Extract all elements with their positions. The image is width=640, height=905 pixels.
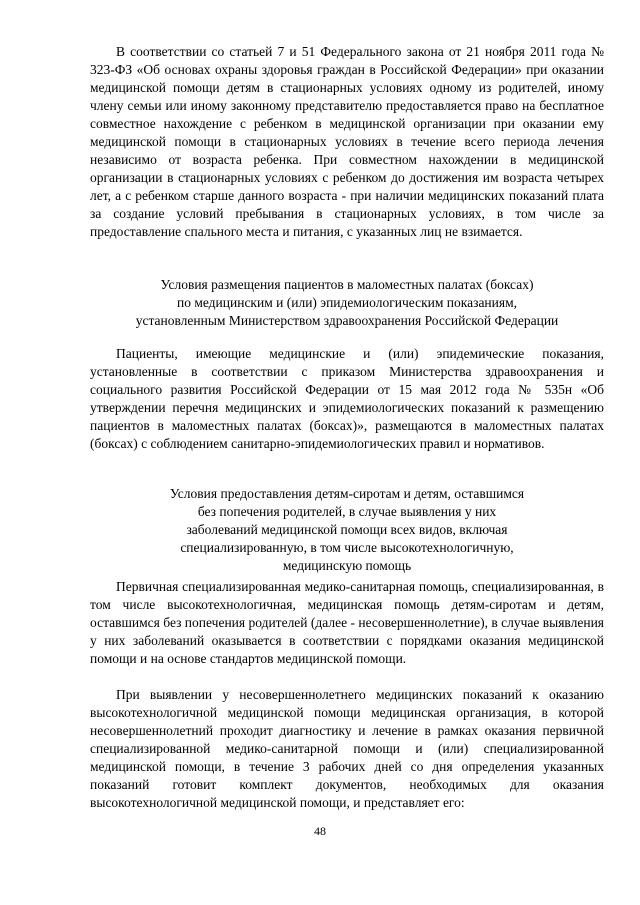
heading-line: установленным Министерством здравоохранения Российской Федерации	[135, 313, 559, 328]
heading-line: медицинскую помощь	[282, 558, 412, 573]
heading-line: без попечения родителей, в случае выявления у них	[197, 504, 497, 519]
heading-small-wards	[90, 276, 604, 330]
paragraph-primary-care: Первичная специализированная медико-санитарная помощь, специализированная, в том числе высокотехнологичная, медицинская помощь детям-сиротам и детям, оставшимся без попечения родителей (далее - несовершеннолетние), в случае выявления у них заболеваний оказывается в соответствии с порядками оказания медицинской помощи и на основе стандартов медицинской помощи.	[90, 579, 605, 666]
heading-orphans-care	[90, 485, 604, 575]
heading-line: Условия размещения пациентов в маломестных палатах (боксах)	[160, 277, 534, 292]
paragraph-joint-stay: В соответствии со статьей 7 и 51 Федерального закона от 21 ноября 2011 года № 323-ФЗ «Об основах охраны здоровья граждан в Российской Федерации» при оказании медицинской помощи детям в стационарных условиях одному из родителей, иному члену семьи или иному законному представителю предоставляется право на бесплатное совместное нахождение с ребенком в медицинской организации при оказании ему медицинской помощи в стационарных условиях в течение всего периода лечения независимо от возраста ребенка. При совместном нахождении в медицинской организации в стационарных условиях с ребенком до достижения им возраста четырех лет, а с ребенком старше данного возраста - при наличии медицинских показаний плата за создание условий пребывания в стационарных условиях, в том числе за предоставление спального места и питания, с указанных лиц не взимается.	[90, 44, 604, 239]
paragraph-small-wards: Пациенты, имеющие медицинские и (или) эпидемические показания, установленные в соответствии с приказом Министерства здравоохранения и социального развития Российской Федерации от 15 мая 2012 года № 535н «Об утверждении перечня медицинских и эпидемиологических показаний к размещению пациентов в маломестных палатах (боксах)», размещаются в маломестных палатах (боксах) с соблюдением санитарно-эпидемиологических правил и нормативов.	[90, 346, 604, 451]
page-number: 48	[314, 824, 326, 838]
heading-line: Условия предоставления детям-сиротам и детям, оставшимся	[169, 486, 525, 501]
heading-line: специализированную, в том числе высокотехнологичную,	[180, 540, 514, 555]
heading-line: по медицинским и (или) эпидемиологическим показаниям,	[176, 295, 518, 310]
paragraph-high-tech-care: При выявлении у несовершеннолетнего медицинских показаний к оказанию высокотехнологичной медицинской помощи медицинская организация, в которой несовершеннолетний проходит диагностику и лечение в рамках оказания первичной специализированной медико-санитарной помощи и (или) специализированной медицинской помощи, в течение 3 рабочих дней со дня определения указанных показаний готовит комплект документов, необходимых для оказания высокотехнологичной медицинской помощи, и представляет его:	[90, 687, 604, 810]
heading-line: заболеваний медицинской помощи всех видов, включая	[186, 522, 508, 537]
